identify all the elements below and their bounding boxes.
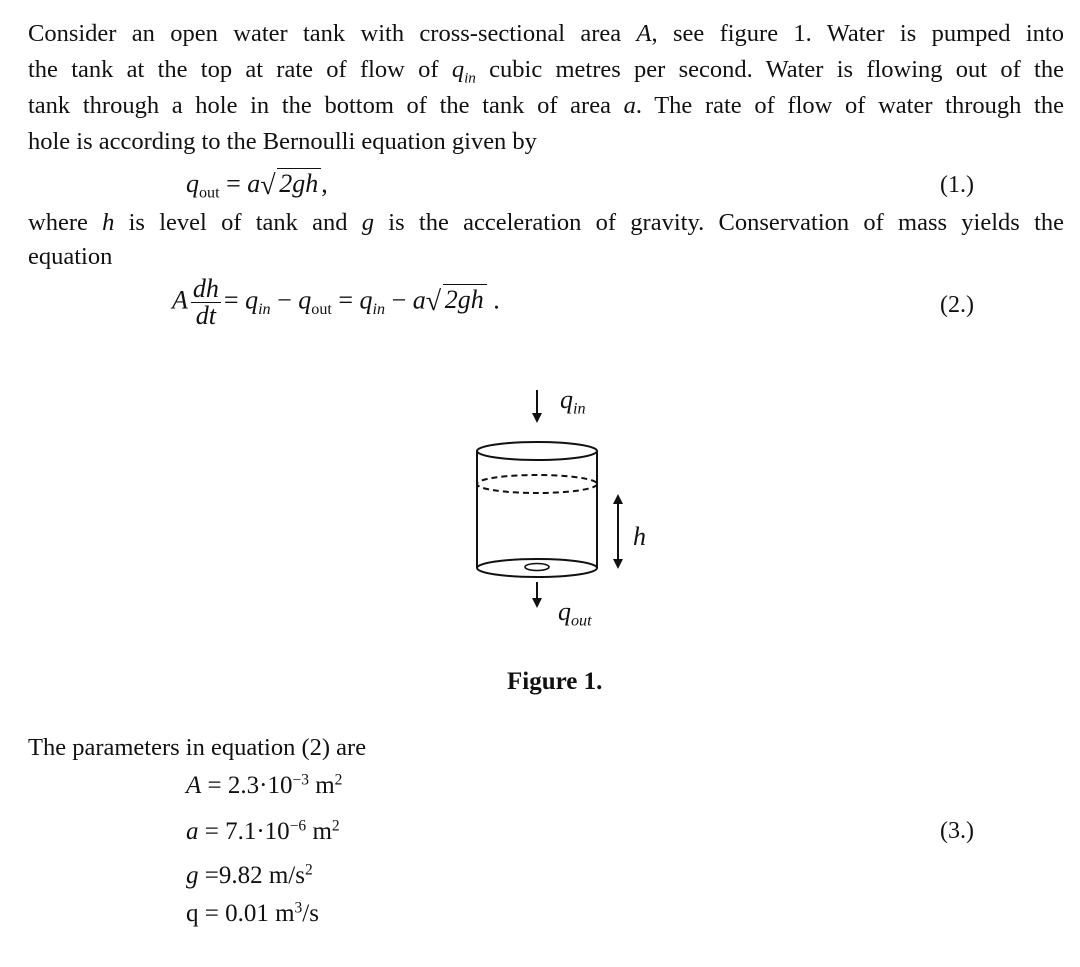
intro-line-4: hole is according to the Bernoulli equation given by <box>28 128 537 155</box>
param-g: g =9.82 $m/s^2$ <box>186 861 313 889</box>
tank-figure <box>440 385 700 640</box>
outflow-arrowhead <box>532 598 542 608</box>
where-line-1: where h is level of tank and g is the acceleration of gravity. Conservation of mass yields the <box>28 209 1065 236</box>
equation-2-number: (2.) <box>940 292 974 318</box>
sqrt-2gh: √ 2gh <box>262 168 321 199</box>
water-surface <box>477 475 597 493</box>
intro-line-2: the tank at the top at rate of flow of $q_{in}$ cubic metres per second. Water is flowing out of the <box>28 56 1064 87</box>
params-intro: The parameters in equation (2) are <box>28 734 367 761</box>
outflow-label: $q_{out}$ <box>558 597 592 630</box>
outlet-hole <box>525 564 549 571</box>
param-A: $A = 2.3\cdot 10^{-3}$ $m^2$ <box>186 771 343 799</box>
inflow-label: $q_{in}$ <box>560 385 586 418</box>
sqrt-2gh-2: √ 2gh <box>428 284 487 315</box>
intro-line-1: Consider an open water tank with cross-sectional area A, see figure 1. Water is pumped into <box>28 20 1064 47</box>
tank-bottom <box>477 559 597 577</box>
intro-line-3: tank through a hole in the bottom of the tank of area a. The rate of flow of water through the <box>28 92 1064 119</box>
height-arrowhead-down <box>613 559 623 569</box>
param-a: $a = 7.1\cdot 10^{-6}$ $m^2$ <box>186 817 340 845</box>
intro-paragraph <box>28 16 1064 160</box>
equation-2: A $\frac{dh}{dt}$ = $q_{in} - q_{out} = q_{in} - a$ √ 2gh . <box>172 274 500 330</box>
equation-1-number: (1.) <box>940 172 974 198</box>
inflow-arrowhead <box>532 413 542 423</box>
figure-caption: Figure 1. <box>507 668 603 695</box>
fraction-dh-dt: $\frac{dh}{dt}$ <box>192 274 219 330</box>
height-arrowhead-up <box>613 494 623 504</box>
tank-top-rim <box>477 442 597 460</box>
where-paragraph <box>28 205 1064 273</box>
where-line-2: equation <box>28 243 113 270</box>
param-q: q = 0.01 $m^3/s$ <box>186 899 319 927</box>
equation-1: $q_{out} = a$ √ 2gh , <box>186 169 328 202</box>
height-label: h <box>633 522 646 551</box>
equation-3-number: (3.) <box>940 818 974 844</box>
